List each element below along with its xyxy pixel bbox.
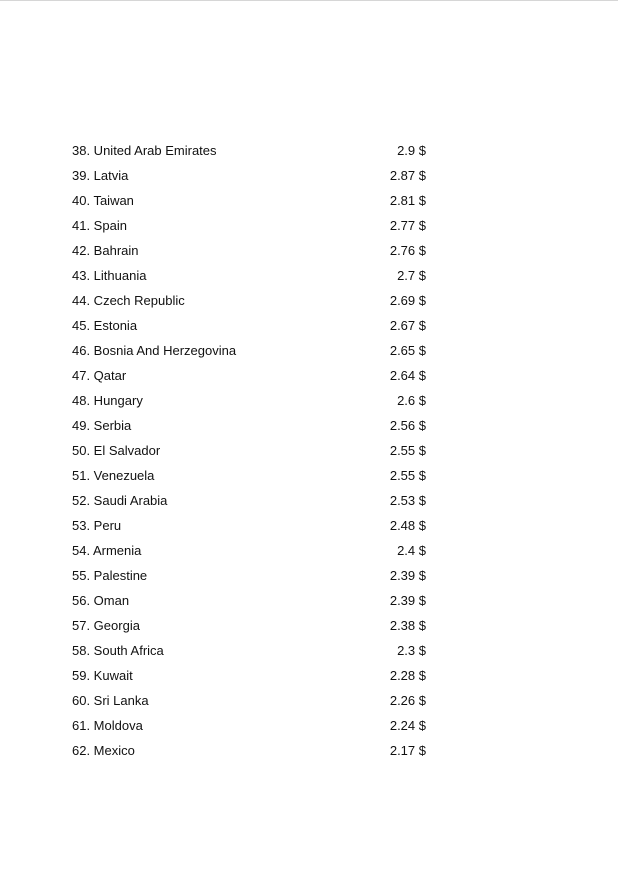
price-value: 2.4 $ — [397, 543, 426, 558]
ranking-list — [72, 142, 432, 767]
list-item — [72, 467, 432, 492]
country-label: 41. Spain — [72, 218, 127, 233]
country-label: 61. Moldova — [72, 718, 143, 733]
price-value: 2.55 $ — [389, 468, 426, 483]
list-item — [72, 617, 432, 642]
price-value: 2.56 $ — [389, 418, 426, 433]
price-value: 2.53 $ — [389, 493, 426, 508]
list-item — [72, 367, 432, 392]
country-label: 52. Saudi Arabia — [72, 493, 168, 508]
list-item — [72, 267, 432, 292]
price-value: 2.48 $ — [389, 518, 426, 533]
price-value: 2.87 $ — [389, 168, 426, 183]
list-item — [72, 317, 432, 342]
price-value: 2.65 $ — [389, 343, 426, 358]
country-label: 43. Lithuania — [72, 268, 147, 283]
price-value: 2.81 $ — [389, 193, 426, 208]
country-label: 44. Czech Republic — [72, 293, 185, 308]
price-value: 2.9 $ — [397, 143, 426, 158]
country-label: 62. Mexico — [72, 743, 135, 758]
list-item — [72, 542, 432, 567]
list-item — [72, 342, 432, 367]
list-item — [72, 417, 432, 442]
country-label: 53. Peru — [72, 518, 122, 533]
country-label: 38. United Arab Emirates — [72, 143, 217, 158]
price-value: 2.6 $ — [397, 393, 426, 408]
price-value: 2.64 $ — [389, 368, 426, 383]
country-label: 59. Kuwait — [72, 668, 133, 683]
list-item — [72, 217, 432, 242]
country-label: 49. Serbia — [72, 418, 132, 433]
country-label: 48. Hungary — [72, 393, 143, 408]
price-value: 2.28 $ — [389, 668, 426, 683]
price-value: 2.26 $ — [389, 693, 426, 708]
price-value: 2.77 $ — [389, 218, 426, 233]
country-label: 54. Armenia — [72, 543, 142, 558]
price-value: 2.69 $ — [389, 293, 426, 308]
price-value: 2.55 $ — [389, 443, 426, 458]
list-item — [72, 517, 432, 542]
price-value: 2.24 $ — [389, 718, 426, 733]
price-value: 2.39 $ — [389, 593, 426, 608]
list-item — [72, 692, 432, 717]
country-label: 47. Qatar — [72, 368, 127, 383]
list-item — [72, 717, 432, 742]
price-value: 2.39 $ — [389, 568, 426, 583]
list-item — [72, 492, 432, 517]
country-label: 55. Palestine — [72, 568, 148, 583]
list-item — [72, 592, 432, 617]
country-label: 42. Bahrain — [72, 243, 139, 258]
price-value: 2.76 $ — [389, 243, 426, 258]
country-label: 45. Estonia — [72, 318, 138, 333]
list-item — [72, 292, 432, 317]
country-label: 50. El Salvador — [72, 443, 161, 458]
price-value: 2.17 $ — [389, 743, 426, 758]
price-value: 2.7 $ — [397, 268, 426, 283]
list-item — [72, 642, 432, 667]
list-item — [72, 192, 432, 217]
price-value: 2.38 $ — [389, 618, 426, 633]
list-item — [72, 442, 432, 467]
list-item — [72, 567, 432, 592]
list-item — [72, 142, 432, 167]
country-label: 56. Oman — [72, 593, 130, 608]
list-item — [72, 242, 432, 267]
country-label: 57. Georgia — [72, 618, 140, 633]
list-item — [72, 742, 432, 767]
country-label: 58. South Africa — [72, 643, 164, 658]
country-label: 51. Venezuela — [72, 468, 155, 483]
price-value: 2.67 $ — [389, 318, 426, 333]
country-label: 40. Taiwan — [72, 193, 134, 208]
country-label: 60. Sri Lanka — [72, 693, 149, 708]
list-item — [72, 667, 432, 692]
price-value: 2.3 $ — [397, 643, 426, 658]
country-label: 39. Latvia — [72, 168, 129, 183]
list-item — [72, 392, 432, 417]
list-item — [72, 167, 432, 192]
country-label: 46. Bosnia And Herzegovina — [72, 343, 237, 358]
